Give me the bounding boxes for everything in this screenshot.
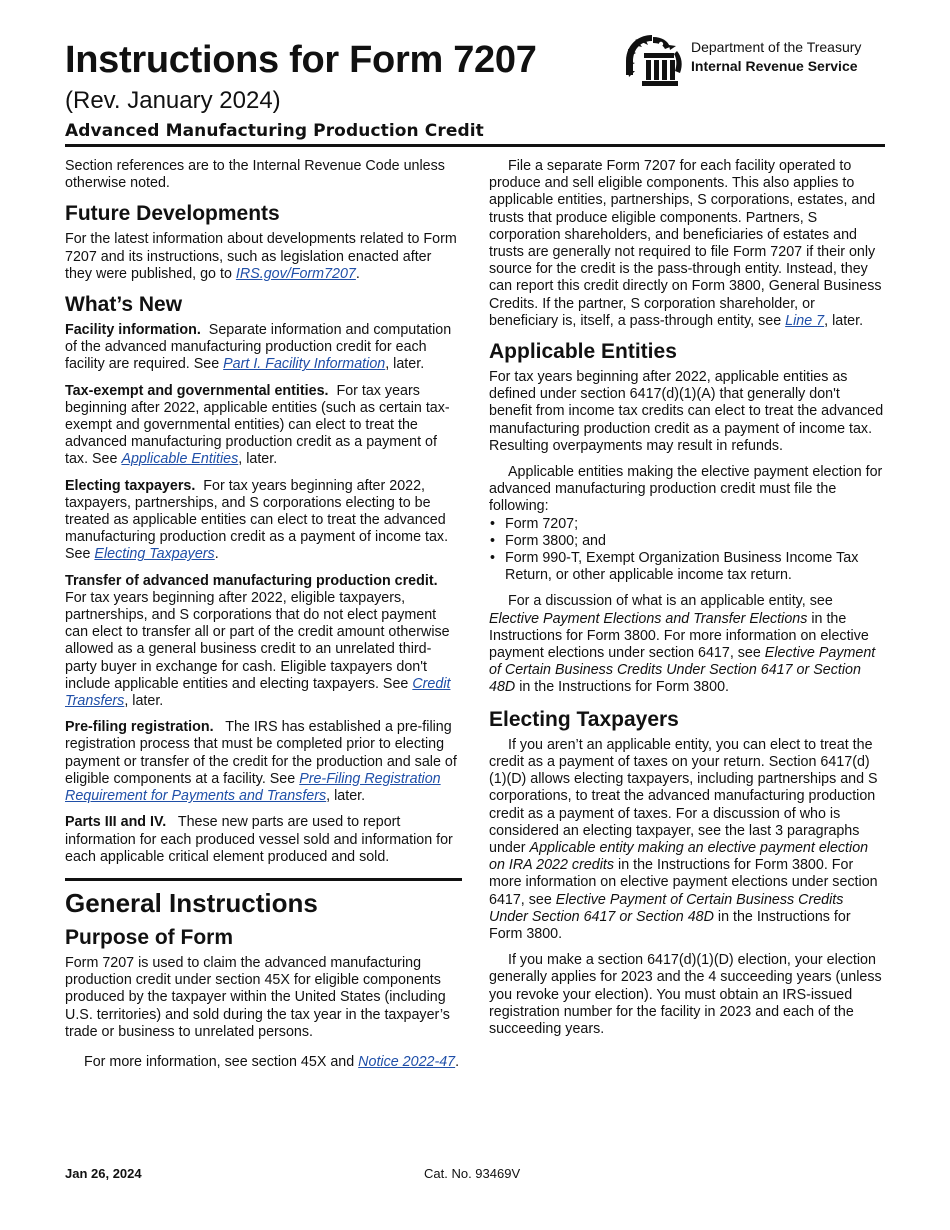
irs-eagle-logo-icon bbox=[622, 31, 686, 89]
section-references-note: Section references are to the Internal Revenue Code unless otherwise noted. bbox=[65, 158, 445, 192]
discussion-italic-b: Elective Payment Elections and Transfer Elections bbox=[489, 610, 808, 627]
electing-taxpayers-heading: Electing Taxpayers bbox=[489, 707, 679, 731]
footer-date: Jan 26, 2024 bbox=[65, 1166, 142, 1181]
tax-exempt-text: For tax years beginning after 2022, applicable entities (such as certain tax-exempt and governmental entities) can elect to treat the advanced manufacturing production credit as a payment of tax. See bbox=[65, 382, 450, 468]
transfer-credit-text: For tax years beginning after 2022, eligible taxpayers, partnerships, and S corporations that do not elect payment can elect to transfer all or part of the credit amount otherwise allowed as a general business credit to an unrelated third-party buyer in exchange for cash. Eligible taxpayers don't include applicable entities and electing taxpayers. See bbox=[65, 589, 450, 692]
form-subtitle: Advanced Manufacturing Production Credit bbox=[65, 121, 484, 141]
future-developments-paragraph bbox=[65, 231, 462, 283]
facility-information-runin: Facility information. bbox=[65, 322, 201, 339]
facility-information-text: Separate information and computation of the advanced manufacturing production credit for each facility are required. See bbox=[65, 322, 452, 373]
page-title: Instructions for Form 7207 bbox=[65, 39, 537, 81]
part-i-facility-information-link[interactable]: Part I. Facility Information bbox=[223, 356, 386, 373]
pre-filing-end: , later. bbox=[326, 788, 366, 805]
discussion-text-c: in the Instructions for Form 3800. For more information on elective payment elections under section 6417, see bbox=[489, 610, 869, 662]
irs-form7207-link[interactable]: IRS.gov/Form7207 bbox=[235, 265, 356, 282]
purpose-of-form-text: Form 7207 is used to claim the advanced manufacturing production credit under section 45X for eligible components produced by the taxpayer within the United States (including U.S. territories) and sold during the tax year in the taxpayer’s trade or business to unrelated persons. bbox=[65, 954, 450, 1040]
facility-information-end: , later. bbox=[385, 356, 425, 373]
separate-form-end: , later. bbox=[824, 312, 864, 329]
facility-information-paragraph bbox=[65, 322, 462, 374]
department-label bbox=[691, 38, 861, 76]
separate-form-paragraph bbox=[489, 158, 886, 330]
list-item: • Form 7207; bbox=[489, 516, 886, 533]
separate-form-text: File a separate Form 7207 for each facility operated to produce and sell eligible components. This also applies to applicable entities, partnerships, S corporations, estates, and trusts that produce eligible components. Partners, S corporation shareholders, and beneficiaries of estates and trusts are generally not required to file Form 7207 if their only source for the credit is the pass-through entity. Instead, they can report this credit directly on Form 3800, General Business Credits. If the partner, S corporation shareholder, or beneficiary is, itself, a pass-through entity, see bbox=[489, 158, 882, 329]
electing-text-e: in the Instructions for Form 3800. bbox=[489, 908, 851, 942]
whats-new-heading: What’s New bbox=[65, 293, 183, 317]
electing-text-a: If you aren’t an applicable entity, you can elect to treat the credit as a payment of taxes on your return. Section 6417(d)(1)(D) allows electing taxpayers, including partnerships and S corporations, to treat the advanced manufacturing production credit as a payment of taxes. For a discussion of who is considered an electing taxpayer, see the last 3 paragraphs under bbox=[489, 736, 878, 856]
section-election-paragraph: If you make a section 6417(d)(1)(D) election, your election generally applies for 2023 and the 4 succeeding years (unless you revoke your election). You must obtain an IRS-issued registration number for the facility in 2023 and each of the succeeding years. bbox=[489, 952, 882, 1037]
department-line2: Internal Revenue Service bbox=[691, 58, 858, 74]
left-column bbox=[65, 158, 462, 1080]
discussion-italic-d: Elective Payment of Certain Business Credits Under Section 6417 or Section 48D bbox=[489, 645, 876, 696]
applicable-entities-heading: Applicable Entities bbox=[489, 340, 677, 364]
list-item: • Form 3800; and bbox=[489, 533, 886, 550]
transfer-credit-paragraph bbox=[65, 573, 462, 711]
header-divider bbox=[65, 144, 885, 147]
catalog-number: Cat. No. 93469V bbox=[424, 1166, 521, 1181]
more-information-end: . bbox=[455, 1053, 460, 1070]
transfer-credit-runin: Transfer of advanced manufacturing production credit. bbox=[65, 572, 438, 589]
credit-transfers-link[interactable]: Credit Transfers bbox=[65, 675, 451, 710]
purpose-of-form-heading: Purpose of Form bbox=[65, 925, 234, 949]
applicable-entity-discussion bbox=[489, 593, 886, 696]
electing-taxpayers-runin: Electing taxpayers. bbox=[65, 477, 196, 494]
list-item: • Form 990-T, Exempt Organization Business Income Tax Return, or other applicable income tax return. bbox=[489, 550, 886, 584]
parts-iii-iv-runin: Parts III and IV. bbox=[65, 814, 167, 831]
tax-exempt-runin: Tax-exempt and governmental entities. bbox=[65, 382, 329, 399]
electing-taxpayers-paragraph bbox=[65, 478, 462, 564]
tax-exempt-paragraph bbox=[65, 383, 462, 469]
electing-taxpayers-end: . bbox=[214, 546, 219, 563]
electing-taxpayers-link[interactable]: Electing Taxpayers bbox=[94, 546, 215, 563]
discussion-text-a: For a discussion of what is an applicable entity, see bbox=[508, 593, 833, 610]
revision-date: (Rev. January 2024) bbox=[65, 87, 281, 114]
future-developments-end: . bbox=[355, 265, 360, 282]
required-forms-list bbox=[489, 516, 886, 585]
more-information-text: For more information, see section 45X and bbox=[84, 1053, 359, 1070]
pre-filing-runin: Pre-filing registration. bbox=[65, 719, 214, 736]
electing-taxpayers-body bbox=[489, 737, 886, 943]
pre-filing-paragraph bbox=[65, 719, 462, 805]
pre-filing-registration-link[interactable]: Pre-Filing Registration Requirement for Payments and Transfers bbox=[65, 770, 441, 805]
applicable-entities-text: For tax years beginning after 2022, applicable entities as defined under section 6417(d)(1)(A) that generally don't benefit from income tax credits can elect to treat the advanced manufacturing production credit as a payment of income tax. Resulting overpayments may result in refunds. bbox=[489, 369, 884, 454]
department-line1: Department of the Treasury bbox=[691, 39, 862, 55]
general-instructions-heading: General Instructions bbox=[65, 887, 318, 918]
electing-text-c: in the Instructions for Form 3800. For more information on elective payment elections under section 6417, see bbox=[489, 857, 878, 908]
section-divider bbox=[65, 878, 462, 881]
electing-taxpayers-text: For tax years beginning after 2022, taxpayers, partnerships, and S corporations electing to be treated as applicable entities can elect to treat the advanced manufacturing production credit as a payment of income tax. See bbox=[65, 477, 449, 563]
electing-italic-b: Applicable entity making an elective payment election on IRA 2022 credits bbox=[489, 839, 869, 874]
tax-exempt-end: , later. bbox=[238, 451, 278, 468]
right-column bbox=[489, 158, 886, 1047]
more-information-paragraph bbox=[65, 1054, 462, 1071]
parts-iii-iv-text: These new parts are used to report information for each produced vessel sold and information for each applicable critical element produced and sold. bbox=[65, 814, 453, 865]
applicable-entities-link[interactable]: Applicable Entities bbox=[121, 451, 239, 468]
pre-filing-text: The IRS has established a pre-filing registration process that must be completed prior to electing payment or transfer of the credit for the production and sale of eligible components at a facility. See bbox=[65, 719, 457, 787]
applicable-entities-must-file: Applicable entities making the elective payment election for advanced manufacturing production credit must file the following: bbox=[489, 464, 883, 515]
future-developments-text: For the latest information about developments related to Form 7207 and its instructions, such as legislation enacted after they were published, go to bbox=[65, 231, 457, 282]
discussion-text-e: in the Instructions for Form 3800. bbox=[515, 679, 729, 696]
transfer-credit-end: , later. bbox=[124, 693, 164, 710]
parts-iii-iv-paragraph bbox=[65, 814, 462, 866]
line-7-link[interactable]: Line 7 bbox=[785, 312, 825, 329]
electing-italic-d: Elective Payment of Certain Business Credits Under Section 6417 or Section 48D bbox=[489, 891, 844, 925]
notice-2022-47-link[interactable]: Notice 2022-47 bbox=[358, 1053, 456, 1070]
future-developments-heading: Future Developments bbox=[65, 202, 280, 226]
